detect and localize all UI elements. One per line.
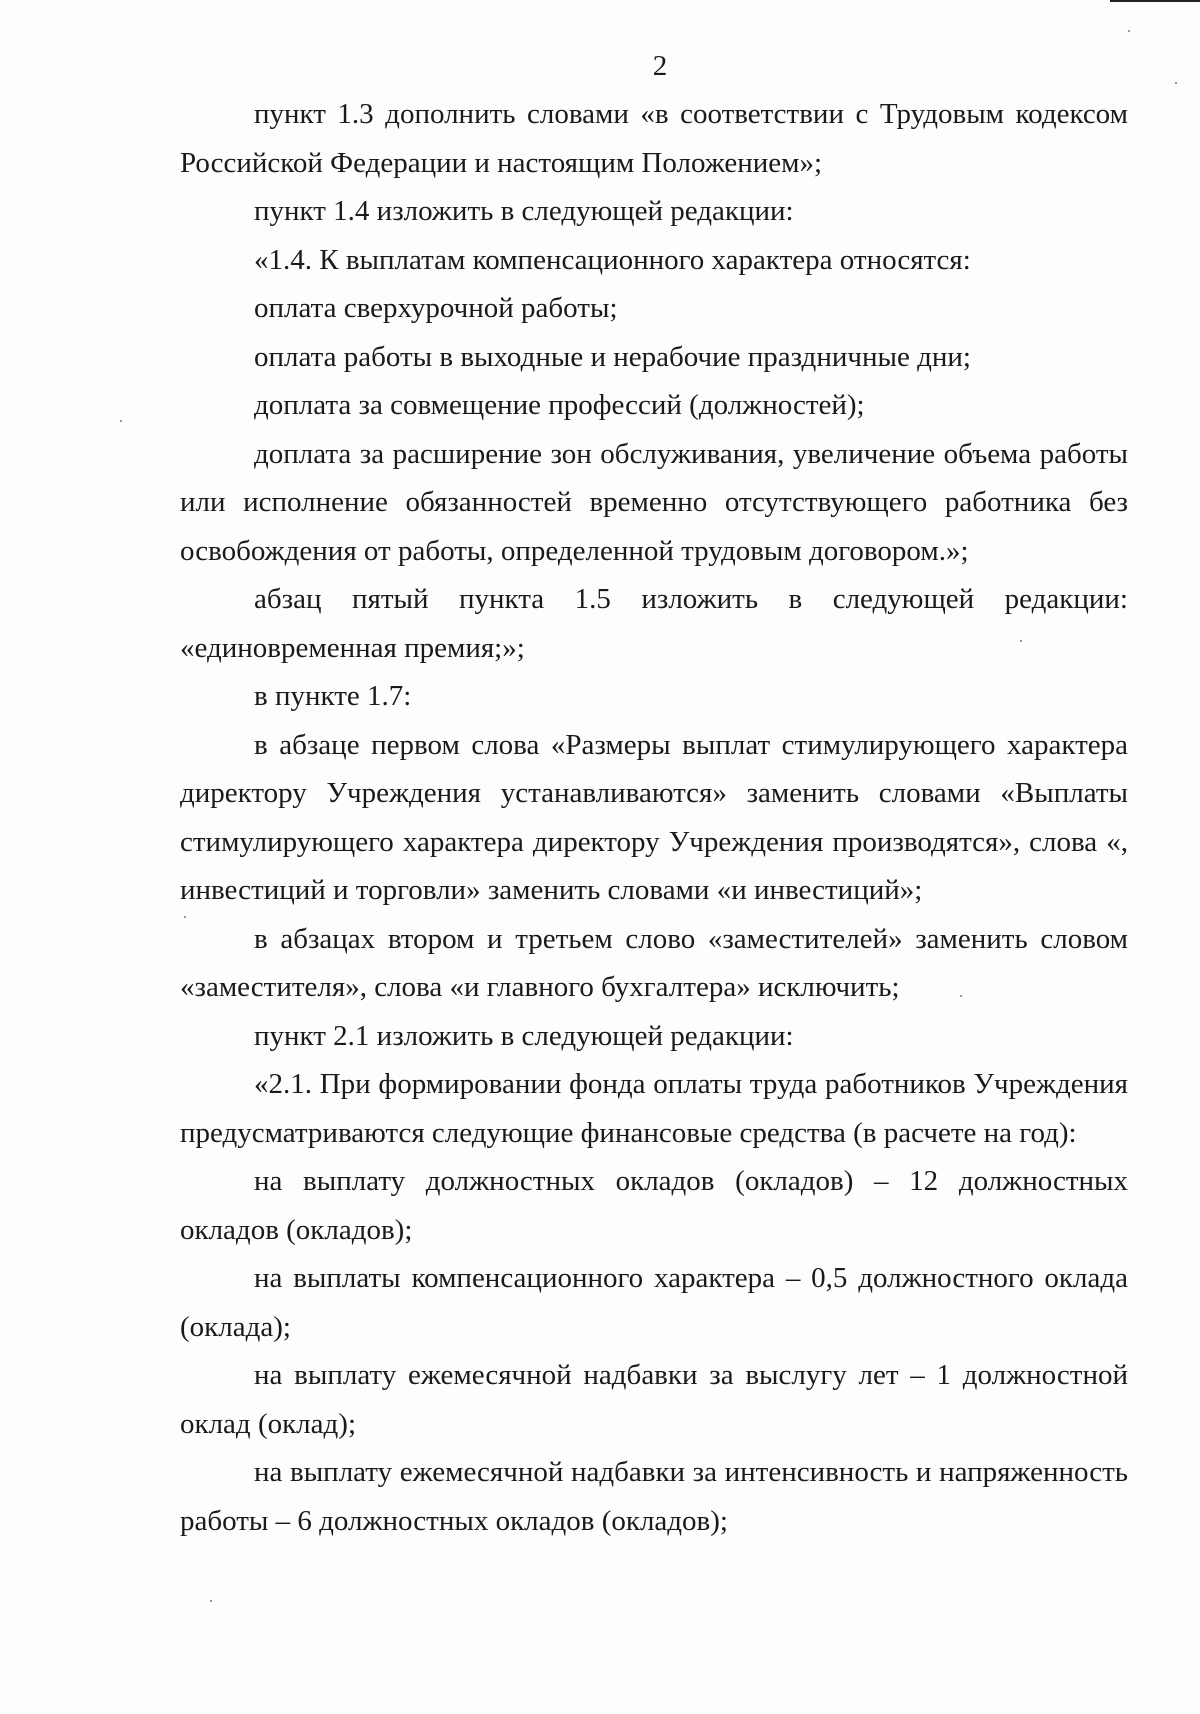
paragraph: в абзаце первом слова «Размеры выплат стимулирующего характера директору Учреждения устанавливаются» заменить словами «Выплаты стимулирующего характера директору Учреждения производятся», слова «, инвестиций и торговли» заменить словами «и инвестиций»; bbox=[180, 728, 1128, 906]
paragraph: «1.4. К выплатам компенсационного характера относятся: bbox=[254, 243, 971, 276]
paragraph: в абзацах втором и третьем слово «заместителей» заменить словом «заместителя», слова «и главного бухгалтера» исключить; bbox=[180, 922, 1128, 1003]
scan-speck bbox=[1128, 30, 1130, 32]
scan-speck bbox=[210, 1600, 212, 1602]
paragraph: доплата за совмещение профессий (должностей); bbox=[254, 389, 865, 421]
paragraph: на выплаты компенсационного характера – 0,5 должностного оклада (оклада); bbox=[180, 1262, 1128, 1343]
paragraph: пункт 2.1 изложить в следующей редакции: bbox=[254, 1019, 794, 1052]
document-body bbox=[180, 90, 1128, 1545]
paragraph: абзац пятый пункта 1.5 изложить в следующей редакции: «единовременная премия;»; bbox=[180, 583, 1128, 664]
paragraph: «2.1. При формировании фонда оплаты труда работников Учреждения предусматриваются следующие финансовые средства (в расчете на год): bbox=[180, 1068, 1128, 1149]
paragraph: оплата работы в выходные и нерабочие праздничные дни; bbox=[254, 340, 971, 373]
paragraph: в пункте 1.7: bbox=[254, 680, 412, 712]
paragraph: на выплату ежемесячной надбавки за интенсивность и напряженность работы – 6 должностных окладов (окладов); bbox=[180, 1456, 1128, 1537]
scan-edge-mark bbox=[1110, 0, 1200, 2]
paragraph: на выплату ежемесячной надбавки за выслугу лет – 1 должностной оклад (оклад); bbox=[180, 1359, 1128, 1440]
paragraph: доплата за расширение зон обслуживания, увеличение объема работы или исполнение обязанностей временно отсутствующего работника без освобождения от работы, определенной трудовым договором.»; bbox=[180, 437, 1128, 567]
paragraph: на выплату должностных окладов (окладов) – 12 должностных окладов (окладов); bbox=[180, 1165, 1128, 1246]
paragraph: пункт 1.3 дополнить словами «в соответствии с Трудовым кодексом Российской Федерации и настоящим Положением»; bbox=[180, 98, 1128, 179]
scan-speck bbox=[120, 420, 122, 422]
paragraph: оплата сверхурочной работы; bbox=[254, 292, 618, 324]
paragraph: пункт 1.4 изложить в следующей редакции: bbox=[254, 195, 794, 227]
page-number: 2 bbox=[652, 50, 668, 82]
